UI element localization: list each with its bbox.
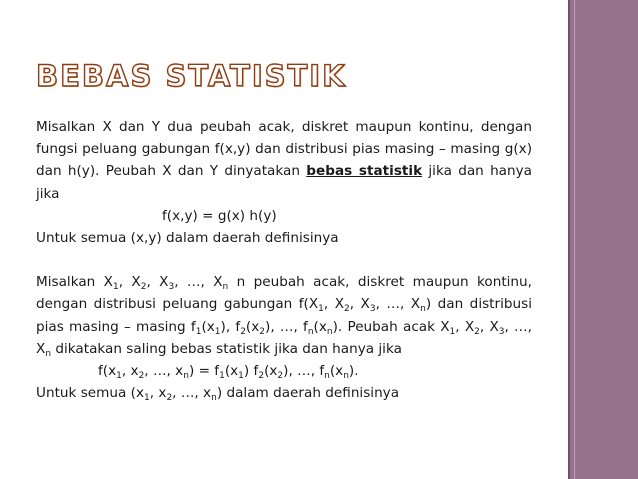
paragraph-text: Misalkan X dan Y dua peubah acak, diskret maupun kontinu, dengan fungsi peluang gabungan f(x,y) dan distribusi pias masing – masing g(x) dan h(y). Peubah X dan Y dinyatakan (36, 119, 532, 180)
paragraph-definition-two-variables (36, 116, 532, 205)
slide-content (36, 116, 532, 404)
spacer (36, 249, 532, 271)
equation-n-variables: $f(x_1$, $x_2$, …, $x_n) = f_1(x_1)$ $f_2(x_2)$, …, $f_n(x_n)$. (98, 363, 359, 382)
bold-term: bebas statistik (306, 163, 423, 180)
decorative-sidebar (568, 0, 638, 479)
slide-title: BEBAS STATISTIK (36, 59, 347, 93)
domain-statement-1: Untuk semua (x,y) dalam daerah definisinya (36, 230, 339, 247)
equation-two-variables: f(x,y) = g(x) h(y) (162, 207, 277, 224)
domain-statement-2: Untuk semua ($x_1$, $x_2$, …, $x_n$) dalam daerah definisinya (36, 385, 400, 404)
paragraph-tail: jika dan hanya jika (36, 163, 533, 202)
paragraph-definition-n-variables: Misalkan $X_1$, $X_2$, $X_3$, …, $X_n$ n peubah acak, diskret maupun kontinu, dengan distribusi peluang gabungan $f(X_1$, $X_2$, $X_3$, …, $X_n$) dan distribusi pias masing – masing $f_1(x_1)$, $f_2(x_2)$, …, $f_n(x_n)$. Peubah acak $X_1$, $X_2$, $X_3$, …, $X_n$ dikatakan saling bebas statistik jika dan hanya jika (36, 274, 532, 359)
